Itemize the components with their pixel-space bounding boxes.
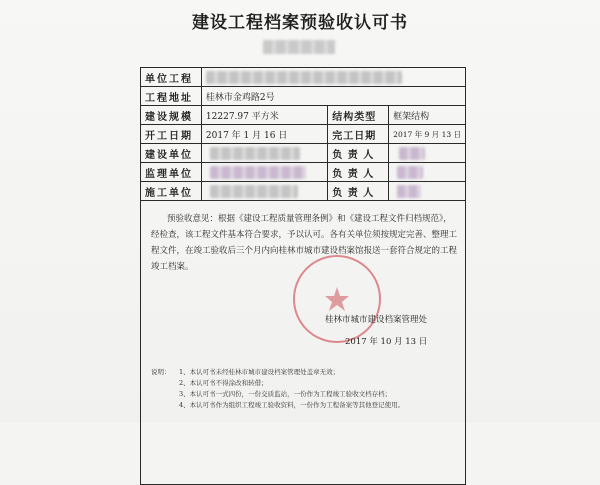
table-row (141, 182, 466, 201)
contractor-person-label: 负 责 人 (328, 182, 389, 201)
table-row (141, 163, 466, 182)
structure-type-value: 框架结构 (389, 106, 466, 125)
start-date-label: 开工日期 (141, 125, 202, 144)
notes-list (151, 367, 459, 411)
builder-person-value (389, 144, 466, 163)
build-scale-label: 建设规模 (141, 106, 202, 125)
list-item: 1、本认可书未经桂林市城市建设档案管理处盖章无效； (179, 368, 340, 376)
list-item: 4、本认可书作为组织工程竣工验收资料，一份作为工程备案等其他登记使用。 (179, 401, 405, 409)
table-row (141, 87, 466, 106)
finish-date-label: 完工日期 (328, 125, 389, 144)
table-row (141, 68, 466, 87)
signer-name: 桂林市城市建设档案管理处 (325, 315, 428, 325)
start-date-value: 2017 年 1 月 16 日 (201, 125, 327, 144)
unit-project-label: 单位工程 (141, 68, 202, 87)
signature-date: 2017 年 10 月 13 日 (345, 337, 428, 347)
structure-type-label: 结构类型 (328, 106, 389, 125)
document-title: 建设工程档案预验收认可书 (192, 13, 408, 33)
table-row (141, 125, 466, 144)
supervisor-person-value (389, 163, 466, 182)
contractor-unit-label: 施工单位 (141, 182, 202, 201)
notes-section (151, 367, 459, 411)
redaction-block (210, 147, 300, 160)
project-address-value: 桂林市金鸡路2号 (201, 87, 465, 106)
redaction-block (206, 71, 402, 84)
builder-unit-value (201, 144, 327, 163)
supervisor-unit-label: 监理单位 (141, 163, 202, 182)
contractor-person-value (389, 182, 466, 201)
opinion-text: 预验收意见：根据《建设工程质量管理条例》和《建设工程文件归档规范》，经检查，该工程文件基本符合要求，予以认可。各有关单位须按规定完善、整理工程文件，在竣工验收后三个月内向桂林市城市建设档案馆报送一套符合规定的工程竣工档案。 (151, 214, 458, 272)
redaction-block (210, 166, 306, 179)
redaction-block (210, 185, 298, 198)
finish-date-value: 2017 年 9 月 13 日 (389, 125, 466, 144)
table-row (141, 106, 466, 125)
supervisor-unit-value (201, 163, 327, 182)
notes-label: 说明： (151, 368, 171, 376)
redaction-block (397, 185, 421, 198)
redaction-block (399, 147, 425, 160)
project-address-label: 工程地址 (141, 87, 202, 106)
supervisor-person-label: 负 责 人 (328, 163, 389, 182)
redaction-block (397, 166, 423, 179)
document-number-redacted (263, 40, 335, 54)
list-item: 3、本认可书一式四份，一份交质监站，一份作为工程竣工验收文档存档； (179, 390, 392, 398)
unit-project-value (201, 68, 465, 87)
table-row (141, 201, 466, 485)
builder-person-label: 负 责 人 (328, 144, 389, 163)
list-item: 2、本认可书不得涂改和转借； (179, 379, 268, 387)
build-scale-value: 12227.97 平方米 (201, 106, 327, 125)
builder-unit-label: 建设单位 (141, 144, 202, 163)
contractor-unit-value (201, 182, 327, 201)
acceptance-form-table (140, 67, 466, 485)
opinion-cell (141, 201, 466, 485)
table-row (141, 144, 466, 163)
